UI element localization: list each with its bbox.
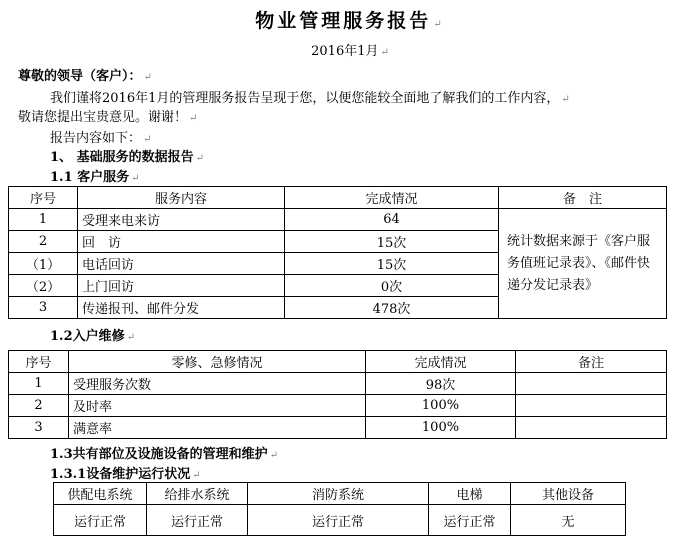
remark-cell — [516, 395, 667, 417]
equipment-status-table — [53, 482, 626, 536]
remark-cell — [516, 417, 667, 439]
row-number: 2 — [9, 231, 78, 253]
header-cell: 完成情况 — [285, 187, 499, 209]
header-cell: 其他设备 — [511, 483, 626, 505]
header-cell: 电梯 — [429, 483, 511, 505]
customer-service-table — [8, 186, 667, 319]
section-1-heading: 1、 基础服务的数据报告 ↵ — [50, 150, 204, 165]
row-number: 3 — [9, 297, 78, 319]
table-row — [9, 209, 667, 231]
intro-line-1: 我们谨将2016年1月的管理服务报告呈现于您，以便您能较全面地了解我们的工作内容， ↵ — [50, 91, 570, 106]
row-number: 1 — [9, 373, 69, 395]
header-cell: 序号 — [9, 187, 78, 209]
table-header-row — [9, 187, 667, 209]
header-cell: 消防系统 — [248, 483, 429, 505]
service-item: 回 访 — [78, 231, 285, 253]
status-cell: 运行正常 — [248, 505, 429, 536]
completion-value: 64 — [285, 209, 499, 231]
header-cell: 给排水系统 — [147, 483, 248, 505]
completion-value: 98次 — [366, 373, 516, 395]
completion-value: 15次 — [285, 231, 499, 253]
table-header-row — [54, 483, 626, 505]
header-cell: 备 注 — [499, 187, 667, 209]
section-1-2-heading: 1.2入户维修 ↵ — [50, 329, 136, 344]
status-cell: 运行正常 — [429, 505, 511, 536]
remarks-note: 统计数据来源于《客户服务值班记录表》、《邮件快递分发记录表》 — [499, 209, 667, 319]
header-cell: 完成情况 — [366, 351, 516, 373]
table-header-row — [9, 351, 667, 373]
completion-value: 0次 — [285, 275, 499, 297]
repair-item: 满意率 — [69, 417, 366, 439]
service-item: 受理来电来访 — [78, 209, 285, 231]
row-number: （2） — [9, 275, 78, 297]
contents-label: 报告内容如下： ↵ — [50, 131, 152, 146]
header-cell: 零修、急修情况 — [69, 351, 366, 373]
repair-table — [8, 350, 667, 439]
completion-value: 100% — [366, 395, 516, 417]
completion-value: 15次 — [285, 253, 499, 275]
completion-value: 478次 — [285, 297, 499, 319]
remark-cell — [516, 373, 667, 395]
header-cell: 序号 — [9, 351, 69, 373]
completion-value: 100% — [366, 417, 516, 439]
section-1-1-heading: 1.1 客户服务 ↵ — [50, 170, 140, 185]
service-item: 传递报刊、邮件分发 — [78, 297, 285, 319]
header-cell: 服务内容 — [78, 187, 285, 209]
intro-line-2: 敬请您提出宝贵意见。谢谢！ ↵ — [18, 110, 198, 125]
report-date: 2016年1月 ↵ — [311, 44, 389, 59]
header-cell: 供配电系统 — [54, 483, 147, 505]
section-1-3-1-heading: 1.3.1设备维护运行状况 ↵ — [50, 467, 201, 482]
table-row — [9, 373, 667, 395]
service-item: 电话回访 — [78, 253, 285, 275]
row-number: 1 — [9, 209, 78, 231]
table-row — [9, 417, 667, 439]
report-title: 物业管理服务报告 ↵ — [255, 10, 445, 32]
repair-item: 受理服务次数 — [69, 373, 366, 395]
table-row — [9, 395, 667, 417]
salutation: 尊敬的领导（客户）： ↵ — [18, 69, 152, 84]
table-row — [54, 505, 626, 536]
status-cell: 无 — [511, 505, 626, 536]
status-cell: 运行正常 — [54, 505, 147, 536]
service-item: 上门回访 — [78, 275, 285, 297]
status-cell: 运行正常 — [147, 505, 248, 536]
row-number: 3 — [9, 417, 69, 439]
section-1-3-heading: 1.3共有部位及设施设备的管理和维护 ↵ — [50, 447, 279, 462]
row-number: 2 — [9, 395, 69, 417]
header-cell: 备注 — [516, 351, 667, 373]
repair-item: 及时率 — [69, 395, 366, 417]
row-number: （1） — [9, 253, 78, 275]
